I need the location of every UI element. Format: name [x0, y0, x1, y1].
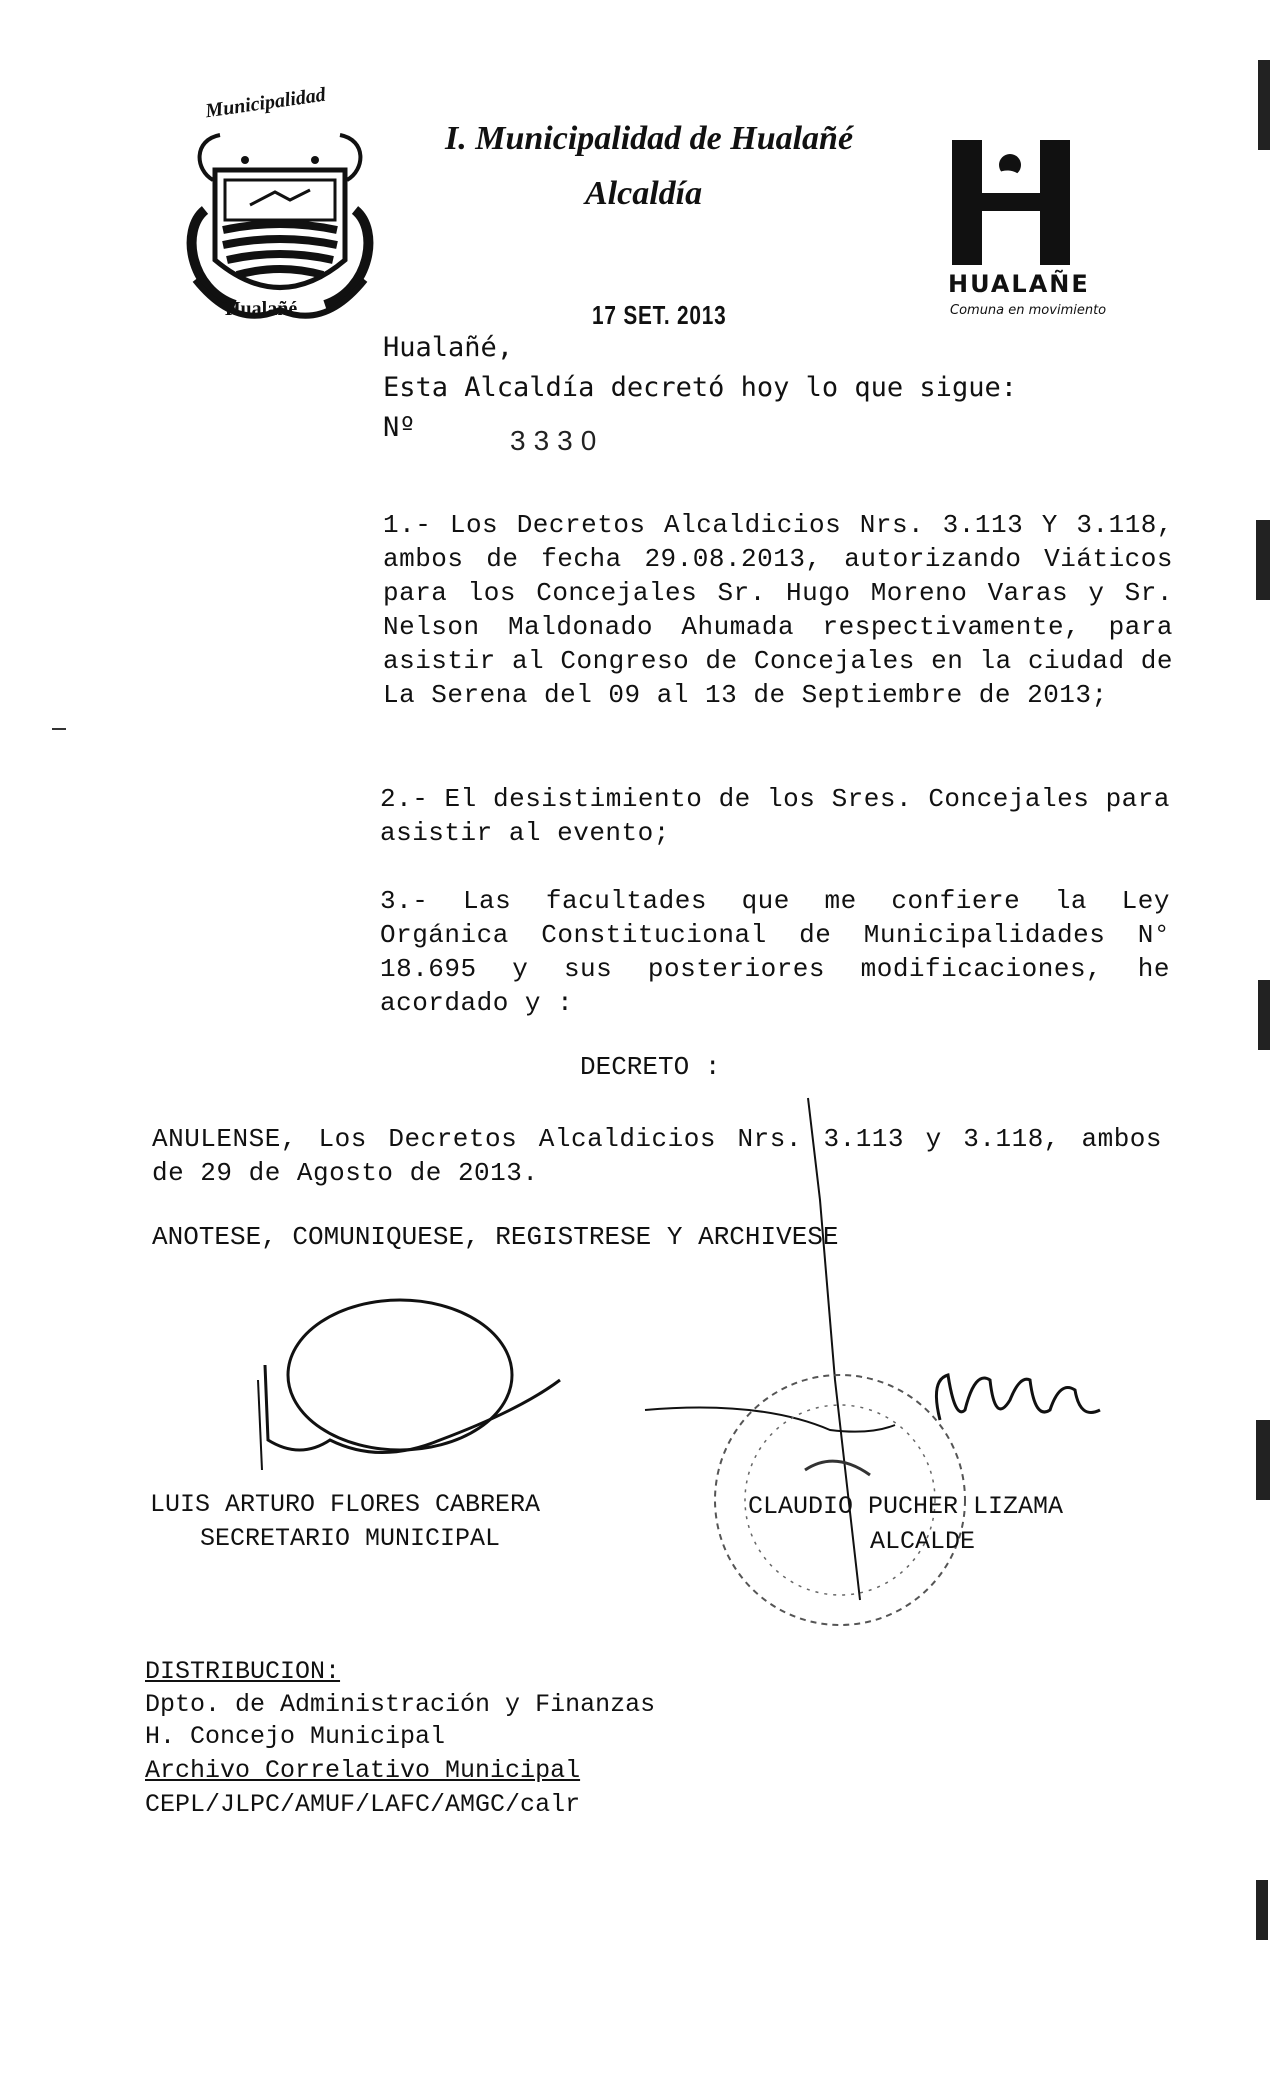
considerando-3: 3.- Las facultades que me confiere la Ley Orgánica Constitucional de Municipalidades N° 18.695 y sus posteriores modificaciones, he acordado y : — [380, 886, 1170, 1018]
institution-title: I. Municipalidad de Hualañé — [445, 120, 854, 157]
considerando-2: 2.- El desistimiento de los Sres. Concejales para asistir al evento; — [380, 784, 1170, 848]
decree-heading: DECRETO : — [580, 1052, 721, 1082]
mayor-name: CLAUDIO PUCHER LIZAMA — [748, 1492, 1064, 1521]
secretary-signature-icon — [258, 1300, 560, 1470]
scan-edge-mark — [1258, 60, 1270, 150]
logo-name: HUALAÑE — [948, 270, 1090, 298]
distribution-heading: DISTRIBUCION: — [145, 1657, 341, 1686]
seal-emblem-icon — [175, 100, 385, 330]
scan-edge-mark — [1256, 1880, 1268, 1940]
seal-top-text: Municipalidad — [203, 83, 328, 123]
scan-edge-mark — [1258, 980, 1270, 1050]
date-stamp: 17 SET. 2013 — [592, 300, 727, 330]
hualane-logo — [940, 135, 1107, 325]
hualane-h-logo-icon — [940, 135, 1090, 270]
place-line: Hualañé, — [383, 332, 514, 363]
distribution-item: Archivo Correlativo Municipal — [145, 1756, 581, 1785]
pen-stroke — [808, 1098, 860, 1600]
mayor-title: ALCALDE — [870, 1527, 976, 1556]
distribution-item: Dpto. de Administración y Finanzas — [145, 1690, 656, 1719]
secretary-title: SECRETARIO MUNICIPAL — [200, 1524, 501, 1553]
logo-tagline: Comuna en movimiento — [950, 303, 1107, 318]
decree-body: ANULENSE, Los Decretos Alcaldicios Nrs. 3.113 y 3.118, ambos de 29 de Agosto de 2013. — [152, 1124, 1162, 1188]
considerando-1: 1.- Los Decretos Alcaldicios Nrs. 3.113 Y 3.118, ambos de fecha 29.08.2013, autorizando Viáticos para los Concejales Sr. Hugo Moreno Varas y Sr. Nelson Maldonado Ahumada respectivamente, para asistir al Congreso de Concejales en la ciudad de La Serena del 09 al 13 de Septiembre de 2013; — [383, 510, 1173, 710]
municipal-seal — [175, 83, 385, 330]
office-title: Alcaldía — [585, 175, 703, 212]
decree-number-value: 3330 — [510, 425, 605, 456]
scan-edge-mark — [1256, 520, 1270, 600]
decree-statement: Esta Alcaldía decretó hoy lo que sigue: — [383, 372, 1017, 403]
secretary-name: LUIS ARTURO FLORES CABRERA — [150, 1490, 541, 1519]
margin-dash — [52, 728, 66, 730]
distribution-initials: CEPL/JLPC/AMUF/LAFC/AMGC/calr — [145, 1790, 581, 1819]
mayor-signature-icon — [645, 1375, 1100, 1432]
seal-bottom-text: Hualañé — [225, 298, 298, 320]
decree-number-label: Nº — [383, 412, 416, 443]
closing-line: ANOTESE, COMUNIQUESE, REGISTRESE Y ARCHIVESE — [152, 1222, 839, 1252]
distribution-item: H. Concejo Municipal — [145, 1722, 446, 1751]
signature-marks — [0, 1080, 1275, 1680]
scan-edge-mark — [1256, 1420, 1270, 1500]
